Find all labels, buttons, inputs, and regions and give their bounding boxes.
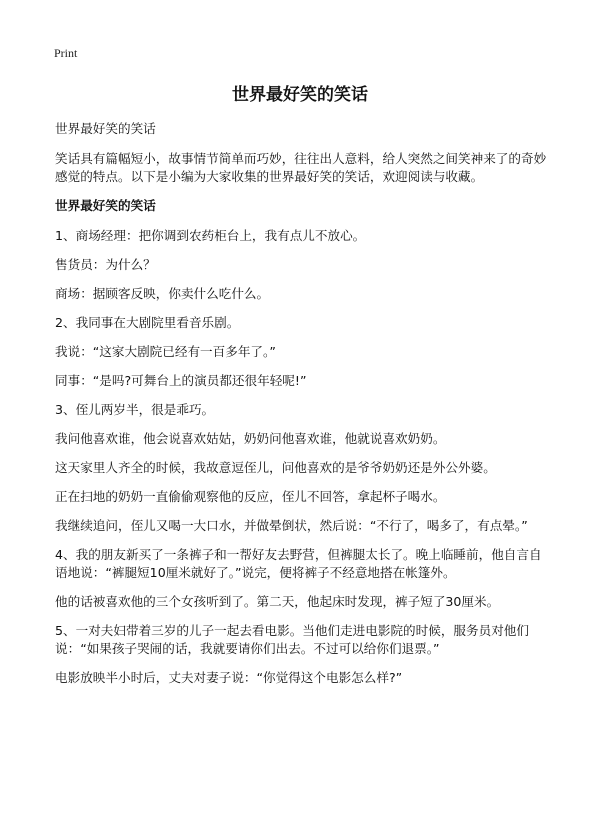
paragraph: 正在扫地的奶奶一直偷偷观察他的反应，侄儿不回答，拿起杯子喝水。 [55, 489, 446, 504]
intro-paragraph: 笑话具有篇幅短小，故事情节简单而巧妙，往往出人意料，给人突然之间笑神来了的奇妙感觉的特点。以下是小编为大家收集的世界最好笑的笑话，欢迎阅读与收藏。 [55, 151, 547, 184]
article-body [55, 120, 549, 698]
paragraph: 我说：“这家大剧院已经有一百多年了。” [55, 344, 276, 359]
paragraph: 电影放映半小时后，丈夫对妻子说：“你觉得这个电影怎么样?” [55, 670, 403, 685]
paragraph: 4、我的朋友新买了一条裤子和一帮好友去野营，但裤腿太长了。晚上临睡前，他自言自语地说：“裤腿短10厘米就好了。”说完，便将裤子不经意地搭在帐篷外。 [55, 547, 542, 580]
section-heading: 世界最好笑的笑话 [55, 198, 156, 213]
print-link[interactable]: Print [54, 46, 78, 60]
paragraph: 1、商场经理：把你调到农药柜台上，我有点儿不放心。 [55, 228, 366, 243]
paragraph: 商场：据顾客反映，你卖什么吃什么。 [55, 286, 270, 301]
paragraph: 售货员：为什么？ [55, 257, 156, 272]
paragraph: 2、我同事在大剧院里看音乐剧。 [55, 315, 240, 330]
paragraph: 5、一对夫妇带着三岁的儿子一起去看电影。当他们走进电影院的时候，服务员对他们说：“如果孩子哭闹的话，我就要请你们出去。不过可以给你们退票。” [55, 623, 529, 656]
paragraph: 他的话被喜欢他的三个女孩听到了。第二天，他起床时发现，裤子短了30厘米。 [55, 594, 500, 609]
paragraph: 这天家里人齐全的时候，我故意逗侄儿，问他喜欢的是爷爷奶奶还是外公外婆。 [55, 460, 496, 475]
paragraph: 我继续追问，侄儿又喝一大口水，并做晕倒状，然后说：“不行了，喝多了，有点晕。” [55, 518, 528, 533]
page-title: 世界最好笑的笑话 [232, 85, 368, 105]
paragraph: 3、侄儿两岁半，很是乖巧。 [55, 402, 215, 417]
paragraph: 我问他喜欢谁，他会说喜欢姑姑，奶奶问他喜欢谁，他就说喜欢奶奶。 [55, 431, 446, 446]
paragraph: 同事：“是吗?可舞台上的演员都还很年轻呢!” [55, 373, 307, 388]
intro-heading: 世界最好笑的笑话 [55, 121, 156, 136]
